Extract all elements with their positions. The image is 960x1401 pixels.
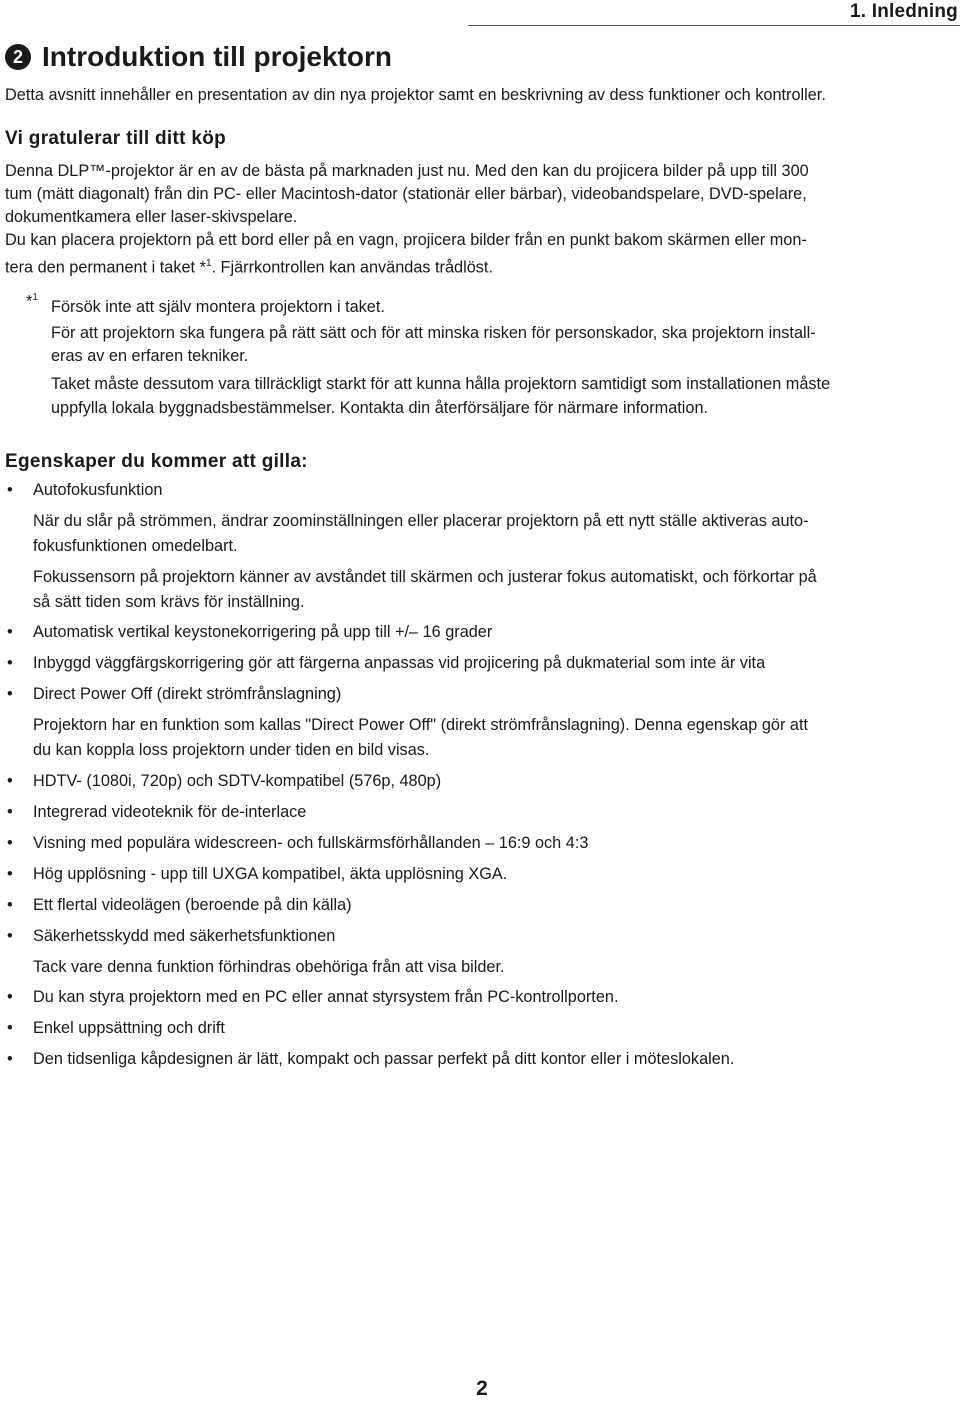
feature-item: Enkel uppsättning och drift	[33, 1019, 225, 1037]
footnote-line-5: uppfylla lokala byggnadsbestämmelser. Kontakta din återförsäljare för närmare information.	[51, 399, 709, 417]
feature-item: HDTV- (1080i, 720p) och SDTV-kompatibel (576p, 480p)	[33, 772, 442, 790]
congrats-line-5	[5, 252, 957, 280]
feature-detail: du kan koppla loss projektorn under tiden en bild visas.	[33, 741, 430, 759]
footnote-line-2: För att projektorn ska fungera på rätt sätt och för att minska risken för personskador, ska projektorn install-	[51, 324, 816, 342]
feature-item: Du kan styra projektorn med en PC eller annat styrsystem från PC-kontrollporten.	[33, 988, 619, 1006]
bullet: •	[7, 988, 13, 1006]
feature-detail: Projektorn har en funktion som kallas "Direct Power Off" (direkt strömfrånslagning). Denna egenskap gör att	[33, 716, 809, 734]
bullet: •	[7, 685, 13, 703]
footnote-line-3: eras av en erfaren tekniker.	[51, 347, 249, 365]
feature-item: Autofokusfunktion	[33, 481, 163, 499]
feature-item: Inbyggd väggfärgskorrigering gör att färgerna anpassas vid projicering på dukmaterial som inte är vita	[33, 654, 766, 672]
feature-detail: så sätt tiden som krävs för inställning.	[33, 593, 305, 611]
footnote-mark	[26, 292, 38, 311]
feature-item: Direct Power Off (direkt strömfrånslagning)	[33, 685, 342, 703]
footnote-mark-number: 1	[32, 292, 38, 303]
bullet: •	[7, 1019, 13, 1037]
feature-item: Ett flertal videolägen (beroende på din källa)	[33, 896, 352, 914]
page-number: 2	[476, 1377, 488, 1400]
bullet: •	[7, 834, 13, 852]
congrats-line-3: dokumentkamera eller laser-skivspelare.	[5, 208, 298, 226]
feature-item: Visning med populära widescreen- och fullskärmsförhållanden – 16:9 och 4:3	[33, 834, 589, 852]
section-number-badge: 2	[5, 44, 31, 70]
feature-item: Automatisk vertikal keystonekorrigering på upp till +/– 16 grader	[33, 623, 493, 641]
feature-item: Hög upplösning - upp till UXGA kompatibel, äkta upplösning XGA.	[33, 865, 508, 883]
header-rule	[468, 25, 960, 26]
feature-detail: När du slår på strömmen, ändrar zoominställningen eller placerar projektorn på ett nytt ställe aktiveras auto-	[33, 512, 809, 530]
congrats-line-2: tum (mätt diagonalt) från din PC- eller Macintosh-dator (stationär eller bärbar), videobandspelare, DVD-spelare,	[5, 185, 807, 203]
section-intro: Detta avsnitt innehåller en presentation av din nya projektor samt en beskrivning av dess funktioner och kontroller.	[5, 86, 826, 104]
feature-detail: fokusfunktionen omedelbart.	[33, 537, 238, 555]
bullet: •	[7, 803, 13, 821]
footnote-line-1: Försök inte att själv montera projektorn i taket.	[51, 298, 385, 316]
footnote-line-4: Taket måste dessutom vara tillräckligt starkt för att kunna hålla projektorn samtidigt som installationen måste	[51, 375, 831, 393]
bullet: •	[7, 865, 13, 883]
feature-detail: Tack vare denna funktion förhindras obehöriga från att visa bilder.	[33, 958, 505, 976]
section-title	[5, 41, 392, 73]
congrats-line-5b: . Fjärrkontrollen kan användas trådlöst.	[211, 258, 493, 277]
congrats-line-4: Du kan placera projektorn på ett bord eller på en vagn, projicera bilder från en punkt bakom skärmen eller mon-	[5, 231, 807, 249]
bullet: •	[7, 623, 13, 641]
bullet: •	[7, 927, 13, 945]
feature-item: Säkerhetsskydd med säkerhetsfunktionen	[33, 927, 336, 945]
bullet: •	[7, 896, 13, 914]
feature-detail: Fokussensorn på projektorn känner av avståndet till skärmen och justerar fokus automatiskt, och förkortar på	[33, 568, 817, 586]
congrats-line-1: Denna DLP™-projektor är en av de bästa på marknaden just nu. Med den kan du projicera bilder på upp till 300	[5, 162, 809, 180]
bullet: •	[7, 481, 13, 499]
feature-item: Integrerad videoteknik för de-interlace	[33, 803, 307, 821]
bullet: •	[7, 654, 13, 672]
footnote-ref: 1	[205, 258, 212, 269]
features-heading: Egenskaper du kommer att gilla:	[5, 451, 308, 472]
chapter-label: 1. Inledning	[850, 1, 958, 22]
congrats-line-5a: tera den permanent i taket *	[5, 258, 206, 277]
congrats-heading: Vi gratulerar till ditt köp	[5, 128, 227, 149]
bullet: •	[7, 1050, 13, 1068]
feature-item: Den tidsenliga kåpdesignen är lätt, kompakt och passar perfekt på ditt kontor eller i möteslokalen.	[33, 1050, 735, 1068]
section-title-text: Introduktion till projektorn	[42, 41, 392, 72]
footnote-asterisk: *	[26, 292, 33, 311]
bullet: •	[7, 772, 13, 790]
